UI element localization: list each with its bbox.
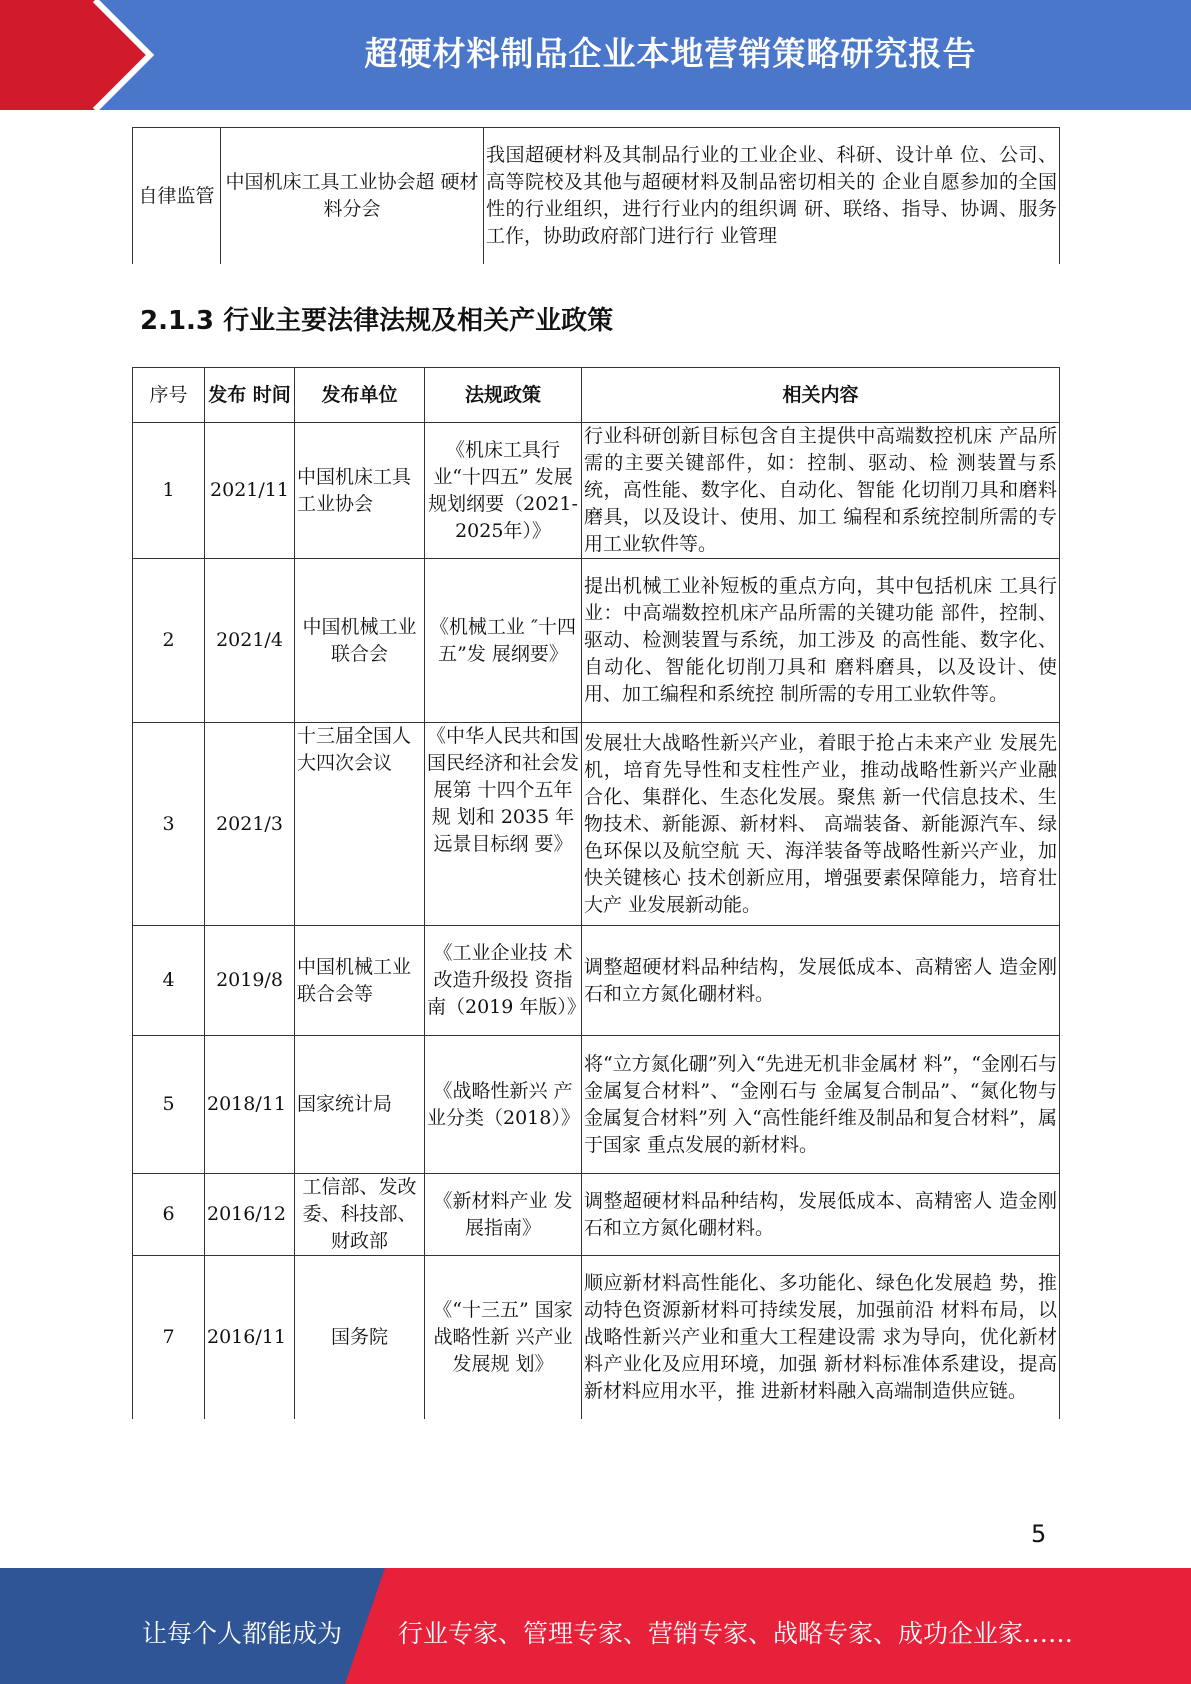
header-cell-content: 相关内容 [582,368,1060,423]
header-cell-date: 发布 时间 [205,368,295,423]
row-policy: 《战略性新兴 产业分类（2018）》 [425,1036,582,1174]
row-policy: 《工业企业技 术改造升级投 资指南（2019 年版）》 [425,926,582,1036]
row-number: 1 [133,423,205,559]
row-issuer: 十三届全国人大四次会议 [295,723,425,926]
table-header-row [133,368,1060,423]
table-row [133,1256,1060,1419]
row-issuer: 中国机械工业联合会等 [295,926,425,1036]
footer-slogan-right: 行业专家、管理专家、营销专家、战略专家、成功企业家…… [398,1619,1074,1648]
page-number: 5 [1031,1520,1047,1548]
row-date: 2021/11 [205,423,295,559]
row-content: 提出机械工业补短板的重点方向，其中包括机床 工具行业：中高端数控机床产品所需的关键功能 部件，控制、驱动、检测装置与系统，加工涉及 的高性能、数字化、自动化、智能化切削刀具和 磨料磨具，以及设计、使用、加工编程和系统控 制所需的专用工业软件等。 [582,559,1060,723]
row-content: 调整超硬材料品种结构，发展低成本、高精密人 造金刚石和立方氮化硼材料。 [582,926,1060,1036]
row-content: 行业科研创新目标包含自主提供中高端数控机床 产品所需的主要关键部件，如：控制、驱动、检 测装置与系统，高性能、数字化、自动化、智能 化切削刀具和磨料磨具，以及设计、使用、加工 编程和系统控制所需的专用工业软件等。 [582,423,1060,559]
organization-cell: 中国机床工具工业协会超 硬材料分会 [221,128,484,265]
organization-description-cell: 我国超硬材料及其制品行业的工业企业、科研、设计单 位、公司、高等院校及其他与超硬材料及制品密切相关的 企业自愿参加的全国性的行业组织，进行行业内的组织调 研、联络、指导、协调、服务工作，协助政府部门进行行 业管理 [484,128,1060,265]
footer-slogan-left: 让每个人都能成为 [142,1619,343,1648]
table-row [133,1174,1060,1256]
table-row [133,926,1060,1036]
row-policy: 《机械工业 ″十四五”发 展纲要》 [425,559,582,723]
row-number: 7 [133,1256,205,1419]
row-number: 5 [133,1036,205,1174]
table-row [133,1036,1060,1174]
row-date: 2019/8 [205,926,295,1036]
row-number: 3 [133,723,205,926]
row-policy: 《新材料产业 发展指南》 [425,1174,582,1256]
row-content: 将“立方氮化硼”列入“先进无机非金属材 料”，“金刚石与金属复合材料”、“金刚石与 金属复合制品”、“氮化物与金属复合材料”列 入“高性能纤维及制品和复合材料”，属于国家 重点发展的新材料。 [582,1036,1060,1174]
page-header [0,0,1191,110]
row-date: 2021/3 [205,723,295,926]
row-content: 调整超硬材料品种结构，发展低成本、高精密人 造金刚石和立方氮化硼材料。 [582,1174,1060,1256]
row-date: 2016/11 [205,1256,295,1419]
table-row [133,128,1060,265]
organization-table [132,127,1060,264]
report-title: 超硬材料制品企业本地营销策略研究报告 [364,34,977,73]
row-issuer: 中国机床工具工业协会 [295,423,425,559]
row-issuer: 国务院 [295,1256,425,1419]
row-number: 2 [133,559,205,723]
table-row [133,423,1060,559]
header-cell-issuer: 发布单位 [295,368,425,423]
row-issuer: 国家统计局 [295,1036,425,1174]
row-policy: 《中华人民共和国国民经济和社会发展第 十四个五年规 划和 2035 年 远景目标纲 要》 [425,723,582,926]
header-cell-no: 序号 [133,368,205,423]
row-number: 4 [133,926,205,1036]
row-date: 2021/4 [205,559,295,723]
row-issuer: 工信部、发改委、科技部、财政部 [295,1174,425,1256]
row-date: 2018/11 [205,1036,295,1174]
row-content: 发展壮大战略性新兴产业，着眼于抢占未来产业 发展先机，培育先导性和支柱性产业，推动战略性新兴产业融合化、集群化、生态化发展。聚焦 新一代信息技术、生物技术、新能源、新材料、 高端装备、新能源汽车、绿色环保以及航空航 天、海洋装备等战略性新兴产业，加快关键核心 技术创新应用，增强要素保障能力，培育壮大产 业发展新动能。 [582,723,1060,926]
row-issuer: 中国机械工业联合会 [295,559,425,723]
regulation-type-cell: 自律监管 [133,128,221,265]
row-policy: 《机床工具行 业“十四五” 发展规划纲要（2021-2025年）》 [425,423,582,559]
page-footer [0,1568,1191,1684]
row-date: 2016/12 [205,1174,295,1256]
header-cell-policy: 法规政策 [425,368,582,423]
row-content: 顺应新材料高性能化、多功能化、绿色化发展趋 势，推动特色资源新材料可持续发展，加强前沿 材料布局，以战略性新兴产业和重大工程建设需 求为导向，优化新材料产业化及应用环境，加强 新材料标准体系建设，提高新材料应用水平，推 进新材料融入高端制造供应链。 [582,1256,1060,1419]
row-number: 6 [133,1174,205,1256]
row-policy: 《“十三五” 国家战略性新 兴产业发展规 划》 [425,1256,582,1419]
table-row [133,723,1060,926]
table-row [133,559,1060,723]
policy-table [132,367,1060,1419]
section-heading: 2.1.3 行业主要法律法规及相关产业政策 [140,306,614,336]
